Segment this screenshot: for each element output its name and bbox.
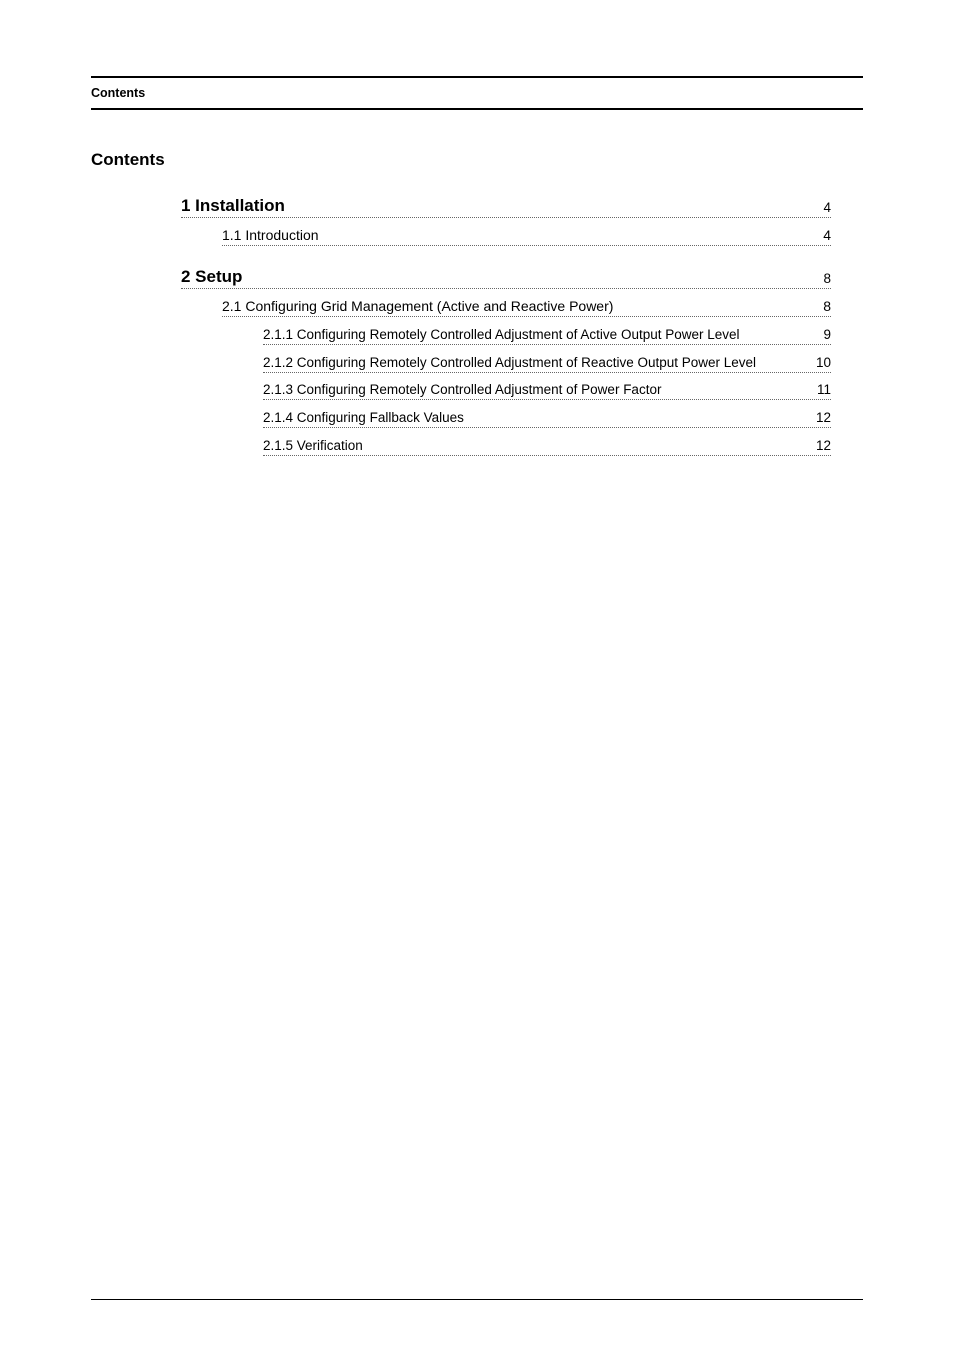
toc-entry-page: 8: [823, 271, 831, 286]
toc-entry-page: 4: [823, 200, 831, 215]
footer-rule: [91, 1299, 863, 1300]
toc-section-grid-management[interactable]: [222, 297, 831, 317]
toc-subsection-reactive-power[interactable]: [263, 353, 831, 373]
toc-chapter-setup[interactable]: [181, 265, 831, 289]
toc-entry-title: 2.1.1 Configuring Remotely Controlled Adjustment of Active Output Power Level: [263, 327, 740, 342]
toc-section-introduction[interactable]: [222, 226, 831, 246]
toc-entry-title: 1 Installation: [181, 196, 285, 215]
toc-entry-title: 2 Setup: [181, 267, 243, 286]
toc-entry-page: 9: [823, 327, 831, 342]
toc-subsection-power-factor[interactable]: [263, 380, 831, 400]
toc-chapter-installation[interactable]: [181, 194, 831, 218]
toc-subsection-active-power[interactable]: [263, 325, 831, 345]
page-title: Contents: [91, 150, 165, 169]
toc-entry-page: 12: [815, 410, 831, 425]
toc-entry-title: 2.1.5 Verification: [263, 438, 363, 453]
toc-entry-title: 1.1 Introduction: [222, 227, 319, 243]
toc-entry-title: 2.1.2 Configuring Remotely Controlled Adjustment of Reactive Output Power Level: [263, 355, 757, 370]
running-header: Contents: [91, 86, 146, 100]
toc-subsection-fallback-values[interactable]: [263, 408, 831, 428]
toc-entry-page: 4: [823, 227, 831, 243]
toc-entry-page: 8: [823, 298, 831, 314]
toc-entry-title: 2.1.4 Configuring Fallback Values: [263, 410, 464, 425]
toc-entry-title: 2.1 Configuring Grid Management (Active and Reactive Power): [222, 298, 614, 314]
toc-entry-page: 12: [815, 438, 831, 453]
table-of-contents: [181, 0, 831, 1350]
toc-subsection-verification[interactable]: [263, 436, 831, 456]
toc-entry-page: 10: [815, 355, 831, 370]
toc-entry-title: 2.1.3 Configuring Remotely Controlled Adjustment of Power Factor: [263, 382, 662, 397]
toc-entry-page: 11: [816, 382, 831, 397]
